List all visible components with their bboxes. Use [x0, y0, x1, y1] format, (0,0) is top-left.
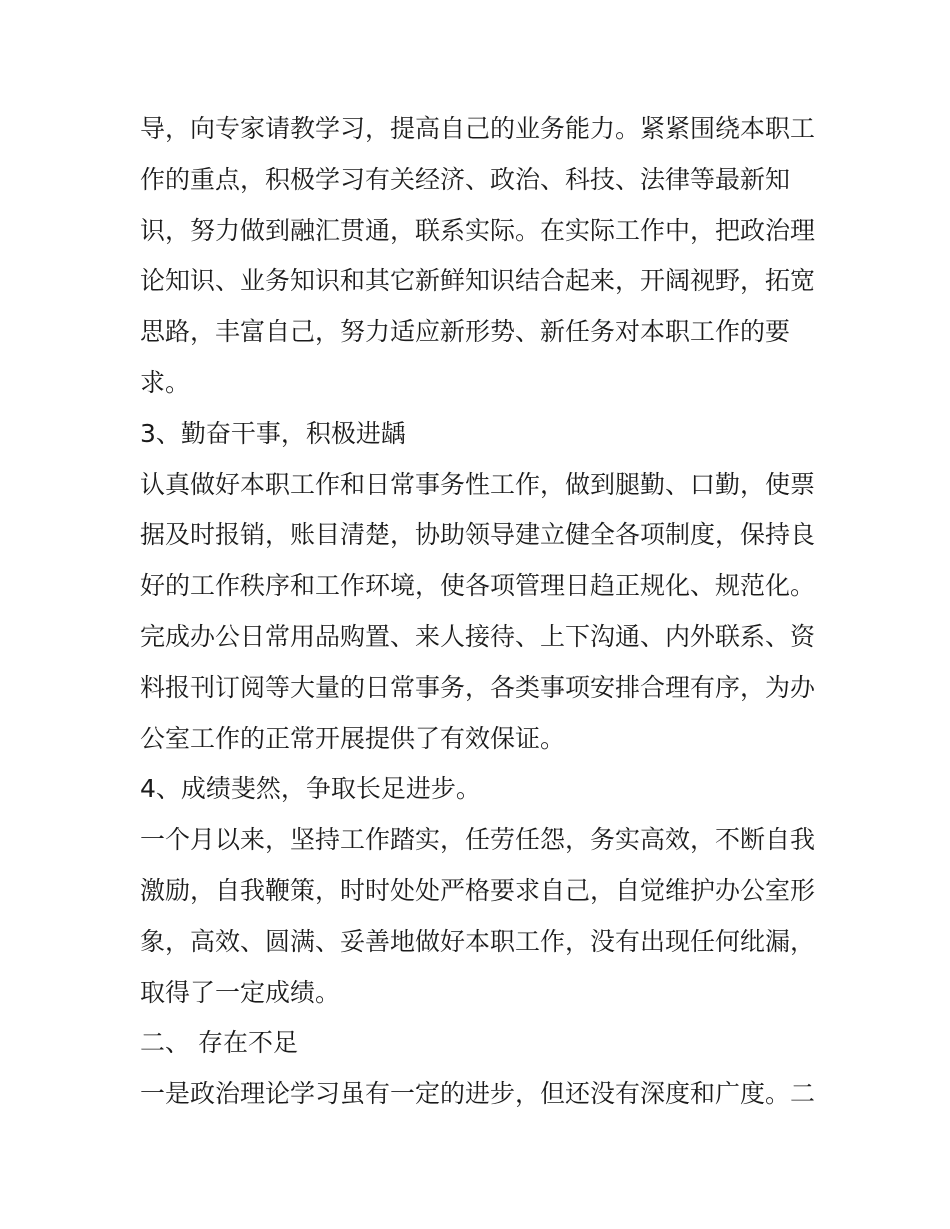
text-line: 一是政治理论学习虽有一定的进步，但还没有深度和广度。二 — [140, 1079, 816, 1109]
text-line: 好的工作秩序和工作环境，使各项管理日趋正规化、规范化。 — [140, 571, 816, 601]
text-line: 认真做好本职工作和日常事务性工作，做到腿勤、口勤，使票 — [140, 469, 816, 499]
text-line: 料报刊订阅等大量的日常事务，各类事项安排合理有序，为办 — [140, 672, 816, 702]
section-heading-4: 4、成绩斐然，争取长足进步。 — [140, 774, 481, 804]
text-line: 完成办公日常用品购置、来人接待、上下沟通、内外联系、资 — [140, 621, 816, 651]
text-line: 公室工作的正常开展提供了有效保证。 — [140, 723, 566, 753]
text-line: 思路，丰富自己，努力适应新形势、新任务对本职工作的要 — [140, 317, 791, 347]
text-line: 据及时报销，账目清楚，协助领导建立健全各项制度，保持良 — [140, 520, 816, 550]
text-line: 取得了一定成绩。 — [140, 977, 341, 1007]
text-line: 求。 — [140, 367, 191, 397]
document-body — [140, 104, 820, 1120]
text-line: 一个月以来，坚持工作踏实，任劳任怨，务实高效，不断自我 — [140, 825, 816, 855]
text-line: 作的重点，积极学习有关经济、政治、科技、法律等最新知 — [140, 164, 791, 194]
section-heading-shortcomings: 二、 存在不足 — [140, 1028, 298, 1058]
text-line: 识，努力做到融汇贯通，联系实际。在实际工作中，把政治理 — [140, 215, 816, 245]
text-line: 激励，自我鞭策，时时处处严格要求自己，自觉维护办公室形 — [140, 875, 816, 905]
text-line: 象，高效、圆满、妥善地做好本职工作，没有出现任何纰漏， — [140, 926, 816, 956]
section-heading-3: 3、勤奋干事，积极进龋 — [140, 418, 406, 448]
text-line: 论知识、业务知识和其它新鲜知识结合起来，开阔视野，拓宽 — [140, 266, 816, 296]
text-line: 导，向专家请教学习，提高自己的业务能力。紧紧围绕本职工 — [140, 114, 816, 143]
